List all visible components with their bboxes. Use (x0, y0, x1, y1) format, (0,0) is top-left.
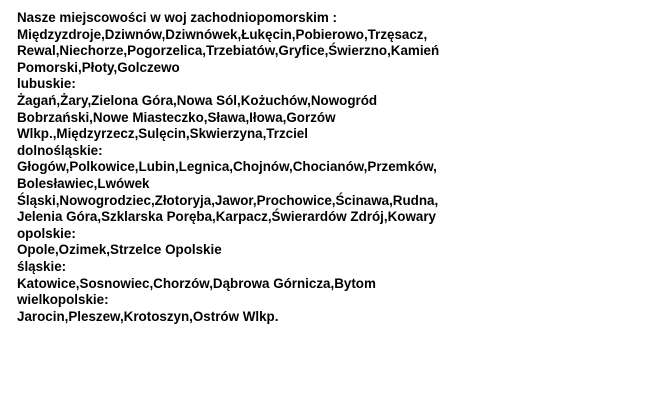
lubuskie-towns-line-3: Wlkp.,Międzyrzecz,Sulęcin,Skwierzyna,Trzciel (17, 126, 308, 142)
dolnoslaskie-towns-line-2: Bolesławiec,Lwówek (17, 175, 150, 191)
opolskie-towns-line-1: Opole,Ozimek,Strzelce Opolskie (17, 242, 222, 258)
dolnoslaskie-towns-line-3: Śląski,Nowogrodziec,Złotoryja,Jawor,Prochowice,Ścinawa,Rudna, (17, 192, 439, 208)
dolnoslaskie-towns-line-4: Jelenia Góra,Szklarska Poręba,Karpacz,Świerardów Zdrój,Kowary (17, 209, 436, 225)
slaskie-heading: śląskie: (17, 258, 67, 274)
zachodniopomorskie-towns-line-3: Pomorski,Płoty,Golczewo (17, 59, 180, 75)
dolnoslaskie-heading: dolnośląskie: (17, 142, 103, 158)
opolskie-heading: opolskie: (17, 225, 76, 241)
slaskie-towns-line-1: Katowice,Sosnowiec,Chorzów,Dąbrowa Górnicza,Bytom (17, 275, 376, 291)
zachodniopomorskie-towns-line-2: Rewal,Niechorze,Pogorzelica,Trzebiatów,Gryfice,Świerzno,Kamień (17, 43, 440, 59)
wielkopolskie-towns-line-1: Jarocin,Pleszew,Krotoszyn,Ostrów Wlkp. (17, 308, 279, 324)
lubuskie-heading: lubuskie: (17, 76, 76, 92)
wielkopolskie-heading: wielkopolskie: (17, 292, 109, 308)
document-body (17, 10, 647, 325)
lubuskie-towns-line-2: Bobrzański,Nowe Miasteczko,Sława,Iłowa,Gorzów (17, 109, 336, 125)
intro-heading: Nasze miejscowości w woj zachodniopomorskim : (17, 10, 337, 25)
dolnoslaskie-towns-line-1: Głogów,Polkowice,Lubin,Legnica,Chojnów,Chocianów,Przemków, (17, 159, 437, 175)
zachodniopomorskie-towns-line-1: Międzyzdroje,Dziwnów,Dziwnówek,Łukęcin,Pobierowo,Trzęsacz, (17, 26, 428, 42)
lubuskie-towns-line-1: Żagań,Żary,Zielona Góra,Nowa Sól,Kożuchów,Nowogród (17, 92, 378, 108)
